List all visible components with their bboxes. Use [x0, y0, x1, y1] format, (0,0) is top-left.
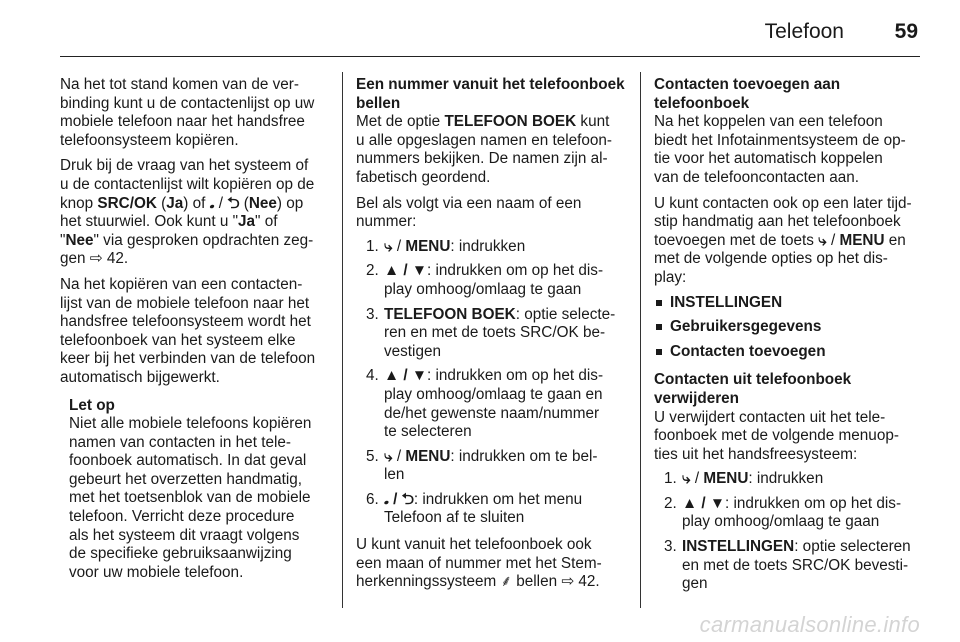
text-run: : indrukken om op het dis-	[725, 494, 902, 512]
step-number: 6.	[366, 490, 379, 508]
text-run: toevoegen met de toets	[654, 231, 819, 249]
list-item	[654, 470, 924, 489]
list-item	[356, 367, 626, 441]
step-number: 3.	[664, 538, 677, 556]
column-divider	[342, 72, 343, 608]
phone-end-icon: 𝅘	[209, 194, 215, 212]
text-run: kunt	[576, 113, 610, 131]
text-line: U kunt vanuit het telefoonboek ook	[356, 536, 592, 554]
text-line: automatisch bijgewerkt.	[60, 368, 220, 386]
text-line: tie voor het automatisch koppelen	[654, 150, 883, 168]
text-line	[60, 232, 326, 251]
text-line: play omhoog/omlaag te gaan	[682, 513, 880, 531]
text-line: foonboek met de volgende menuop-	[654, 427, 899, 445]
list-item	[356, 238, 626, 257]
paragraph	[356, 536, 626, 592]
phone-icon: ⤷	[682, 470, 691, 488]
list-item: INSTELLINGEN	[654, 294, 924, 313]
text-line: Bel als volgt via een naam of een	[356, 194, 582, 212]
text-line	[60, 195, 326, 214]
text-run: : indrukken om het menu	[413, 490, 583, 508]
text-line: biedt het Infotainmentsysteem de op-	[654, 131, 906, 149]
text-line: namen van contacten in het tele-	[69, 433, 291, 451]
text-run: (	[239, 194, 249, 212]
heading-line: telefoonboek	[654, 94, 750, 112]
text-line: de/het gewenste naam/nummer	[384, 404, 600, 422]
text-line: ties uit het handsfreesysteem:	[654, 445, 858, 463]
text-run: : optie selecte-	[515, 305, 616, 323]
text-line: voor uw mobiele telefoon.	[69, 563, 244, 581]
heading-line: verwijderen	[654, 389, 740, 407]
note-heading: Let op	[69, 396, 115, 414]
text-run: : indrukken om op het dis-	[427, 367, 604, 385]
text-line: Druk bij de vraag van het systeem of	[60, 157, 309, 175]
text-line: u alle opgeslagen namen en telefoon-	[356, 131, 612, 149]
text-line: play:	[654, 268, 687, 286]
step-number: 1.	[366, 237, 379, 255]
heading-line: Een nummer vanuit het telefoonboek	[356, 76, 625, 93]
key-label: Nee	[65, 231, 94, 249]
text-run: : indrukken om op het dis-	[427, 262, 604, 280]
section-heading	[654, 76, 924, 113]
column-divider	[640, 72, 641, 608]
text-run: : optie selecteren	[794, 538, 911, 556]
page-number: 59	[894, 20, 918, 43]
text-line: U kunt contacten ook op een later tijd-	[654, 194, 912, 212]
heading-line: Contacten uit telefoonboek	[654, 371, 852, 389]
text-line: u de contactenlijst wilt kopiëren op de	[60, 175, 315, 193]
up-down-icon: ▲ / ▼	[384, 262, 428, 280]
step-number: 4.	[366, 367, 379, 385]
text-line: fabetisch geordend.	[356, 168, 491, 186]
text-run: het stuurwiel. Ook kunt u "	[60, 213, 239, 231]
text-line: len	[384, 466, 405, 484]
text-run: ) op	[276, 194, 304, 212]
menu-option-label: TELEFOON BOEK	[444, 113, 577, 131]
key-label: Nee	[248, 194, 277, 212]
step-number: 3.	[366, 305, 379, 323]
up-down-icon: ▲ / ▼	[682, 494, 726, 512]
text-run: knop	[60, 194, 98, 212]
section-heading	[654, 371, 924, 408]
paragraph	[654, 409, 924, 465]
paragraph	[60, 157, 326, 269]
text-run: : indrukken	[748, 470, 824, 488]
text-line: Na het koppelen van een telefoon	[654, 113, 883, 131]
key-label: Ja	[166, 194, 184, 212]
list-item	[356, 491, 626, 528]
text-line	[356, 113, 626, 132]
phone-icon: ⤷	[384, 447, 393, 465]
menu-option-label: INSTELLINGEN	[682, 538, 795, 556]
list-item	[654, 495, 924, 532]
page-header	[60, 18, 920, 57]
heading-line: bellen	[356, 94, 401, 112]
text-line: met de volgende opties op het dis-	[654, 250, 888, 268]
text-run: /	[392, 237, 406, 255]
text-line: nummer:	[356, 213, 417, 231]
text-line: gen ⇨ 42.	[60, 250, 129, 268]
note-box	[69, 397, 326, 583]
paragraph	[60, 276, 326, 388]
text-line	[654, 232, 924, 251]
text-run: " via gesproken opdrachten zeg-	[93, 231, 314, 249]
text-line: U verwijdert contacten uit het tele-	[654, 408, 886, 426]
text-line: telefoonboek van het systeem elke	[60, 331, 296, 349]
step-number: 1.	[664, 470, 677, 488]
text-run: "	[60, 231, 66, 249]
paragraph	[60, 76, 326, 150]
text-run: /	[690, 470, 704, 488]
text-line: ren en met de toets SRC/OK be-	[384, 324, 606, 342]
key-label: MENU	[405, 237, 451, 255]
list-item	[356, 306, 626, 362]
text-line: herkenningssysteem ⸙ bellen ⇨ 42.	[356, 573, 600, 591]
text-run: /	[214, 194, 228, 212]
phone-icon: ⤷	[384, 237, 393, 255]
text-run: /	[392, 447, 406, 465]
column-1	[60, 76, 326, 582]
text-line: als het systeem dit vraagt volgens	[69, 526, 300, 544]
section-title: Telefoon	[764, 20, 844, 43]
text-line: Na het tot stand komen van de ver-	[60, 76, 299, 93]
text-line: gen	[682, 575, 708, 593]
options-list	[654, 294, 924, 362]
text-run: : indrukken	[450, 237, 526, 255]
text-line	[60, 213, 326, 232]
list-item: Contacten toevoegen	[654, 343, 924, 362]
list-item	[356, 448, 626, 485]
text-run: (	[156, 194, 167, 212]
key-label: Ja	[238, 213, 256, 231]
text-line: play omhoog/omlaag te gaan en	[384, 385, 603, 403]
text-line: te selecteren	[384, 423, 472, 441]
steps-list	[356, 238, 626, 528]
key-label: SRC/OK	[97, 194, 157, 212]
text-line: een maan of nummer met het Stem-	[356, 554, 602, 572]
heading-line: Contacten toevoegen aan	[654, 76, 841, 93]
key-label: MENU	[405, 447, 451, 465]
steps-list	[654, 470, 924, 594]
text-line: van de telefooncontacten aan.	[654, 168, 859, 186]
list-item	[654, 538, 924, 594]
text-line: nummers bekijken. De namen zijn al-	[356, 150, 608, 168]
text-line: de specifieke gebruiksaanwijzing	[69, 545, 292, 563]
text-run: " of	[255, 213, 278, 231]
text-line: met het toetsenblok van de mobiele	[69, 489, 311, 507]
section-heading	[356, 76, 626, 113]
text-run: : indrukken om te bel-	[450, 447, 598, 465]
text-line: mobiele telefoon naar het handsfree	[60, 113, 305, 131]
list-item	[356, 262, 626, 299]
step-number: 2.	[366, 262, 379, 280]
text-line: Niet alle mobiele telefoons kopiëren	[69, 415, 312, 433]
text-run: en	[884, 231, 906, 249]
column-2	[356, 76, 626, 599]
text-line: stip handmatig aan het telefoonboek	[654, 213, 901, 231]
text-line: telefoon. Verricht deze procedure	[69, 508, 295, 526]
paragraph	[356, 113, 626, 187]
text-line: Na het kopiëren van een contacten-	[60, 275, 303, 293]
paragraph	[654, 113, 924, 187]
phone-icon: ⤷	[818, 231, 827, 249]
back-icon: ⮌	[227, 194, 240, 212]
text-line: gebeurt het overzetten handmatig,	[69, 470, 303, 488]
step-number: 2.	[664, 494, 677, 512]
up-down-icon: ▲ / ▼	[384, 367, 428, 385]
column-3	[654, 76, 924, 602]
text-line: play omhoog/omlaag te gaan	[384, 280, 582, 298]
paragraph	[356, 195, 626, 232]
watermark: carmanualsonline.info	[699, 612, 920, 637]
key-label: MENU	[839, 231, 885, 249]
text-line: keer bij het verbinden van de telefoon	[60, 350, 316, 368]
text-run: /	[826, 231, 840, 249]
paragraph	[654, 195, 924, 288]
step-number: 5.	[366, 447, 379, 465]
key-label: MENU	[703, 470, 749, 488]
phone-end-back-icon: 𝅘 / ⮌	[384, 490, 414, 508]
text-line: foonboek automatisch. In dat geval	[69, 452, 307, 470]
text-line: vestigen	[384, 342, 441, 360]
list-item: Gebruikersgegevens	[654, 318, 924, 337]
text-run: ) of	[183, 194, 210, 212]
text-line: Telefoon af te sluiten	[384, 509, 525, 527]
text-line: handsfree telefoonsysteem wordt het	[60, 313, 311, 331]
text-line: en met de toets SRC/OK bevesti-	[682, 556, 909, 574]
menu-option-label: TELEFOON BOEK	[384, 305, 516, 323]
text-line: binding kunt u de contactenlijst op uw	[60, 94, 315, 112]
text-line: lijst van de mobiele telefoon naar het	[60, 294, 310, 312]
text-line: telefoonsysteem kopiëren.	[60, 131, 239, 149]
text-run: Met de optie	[356, 113, 445, 131]
